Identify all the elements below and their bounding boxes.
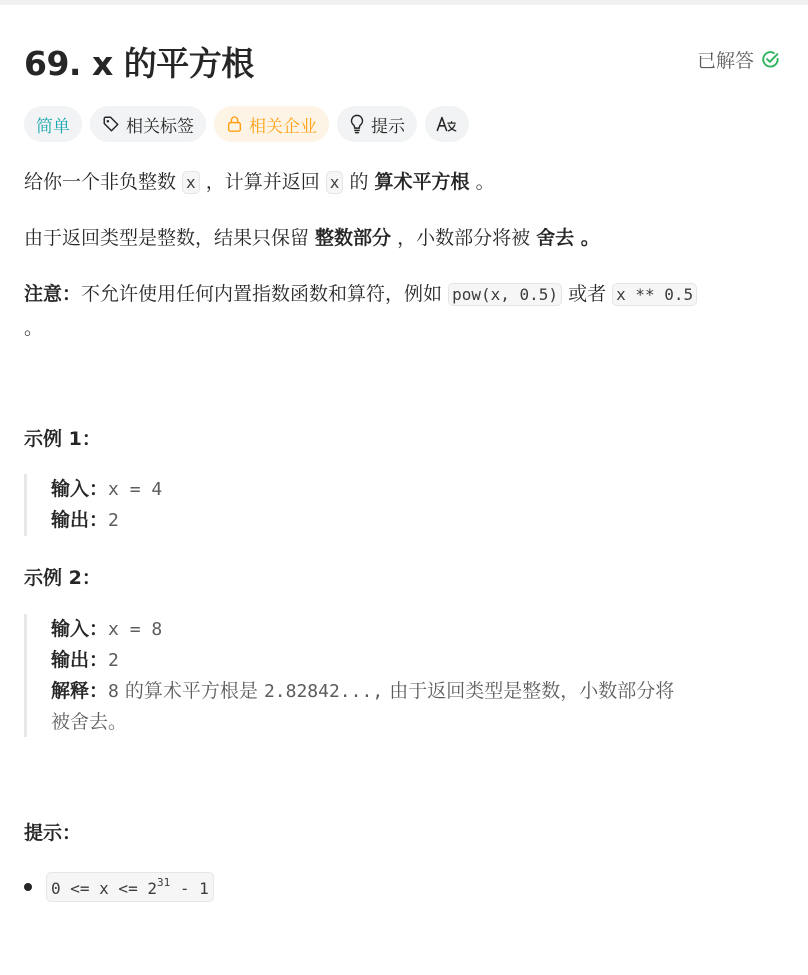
related-companies-button[interactable]	[214, 106, 329, 142]
desc-text: ，计算并返回	[199, 171, 326, 193]
desc-text: 不允许使用任何内置指数函数和算符，例如	[81, 283, 449, 305]
description-line-2	[24, 224, 600, 252]
input-label: 输入：	[51, 478, 109, 500]
example-2-input	[51, 614, 784, 645]
explanation-text: 的算术平方根是	[118, 680, 264, 702]
example-2-block	[24, 614, 784, 737]
note-label: 注意：	[24, 283, 82, 305]
desc-bold: 舍去 。	[536, 227, 600, 249]
desc-text: ，小数部分将被	[391, 227, 537, 249]
input-value: x = 8	[108, 619, 163, 640]
input-value: x = 4	[108, 479, 163, 500]
constraints-heading: 提示：	[24, 822, 82, 844]
constraint-text: 0 <= x <= 2	[51, 879, 157, 898]
output-label: 输出：	[51, 649, 109, 671]
title-row	[24, 38, 784, 82]
top-shadow	[0, 0, 808, 5]
output-value: 2	[108, 510, 119, 531]
description-note-end: 。	[24, 317, 44, 339]
inline-code: pow(x, 0.5)	[448, 283, 562, 306]
solved-status	[697, 46, 780, 73]
desc-text: 由于返回类型是整数，结果只保留	[24, 227, 316, 249]
desc-text: 或者	[562, 283, 613, 305]
example-2-explanation	[51, 676, 784, 707]
desc-bold: 算术平方根	[374, 171, 470, 193]
tag-bar	[24, 106, 469, 142]
example-1-input	[51, 474, 784, 505]
desc-text: 的	[343, 171, 375, 193]
check-circle-icon	[761, 50, 780, 69]
bullet-dot	[24, 883, 32, 891]
explanation-value: 8	[108, 681, 119, 702]
description-line-1	[24, 168, 495, 197]
description-note	[24, 280, 697, 309]
tag-icon	[102, 115, 120, 133]
example-2-explanation-cont	[51, 707, 784, 737]
related-tags-button[interactable]	[90, 106, 206, 142]
hint-button[interactable]	[337, 106, 417, 142]
constraint-text: - 1	[170, 879, 209, 898]
example-2-output	[51, 645, 784, 676]
inline-code: x ** 0.5	[612, 283, 697, 306]
solved-status-label: 已解答	[696, 50, 754, 72]
translate-button[interactable]	[425, 106, 469, 142]
example-1-output	[51, 505, 784, 536]
problem-title[interactable]: 69. x 的平方根	[24, 44, 254, 83]
inline-code: x	[182, 171, 200, 194]
example-2-heading: 示例 2：	[24, 567, 101, 589]
lightbulb-icon	[349, 114, 365, 134]
lock-icon	[226, 115, 243, 133]
related-tags-label: 相关标签	[126, 116, 194, 137]
example-1-block	[24, 474, 784, 536]
desc-bold: 整数部分	[315, 227, 392, 249]
hint-label: 提示	[371, 116, 405, 137]
explanation-value: 2.82842...,	[263, 681, 384, 702]
inline-code: x	[326, 171, 344, 194]
desc-text: 。	[469, 171, 495, 193]
explanation-label: 解释：	[51, 680, 109, 702]
translate-icon	[436, 114, 458, 134]
explanation-text: 被舍去。	[51, 711, 128, 733]
related-companies-label: 相关企业	[249, 116, 317, 137]
desc-text: 给你一个非负整数	[24, 171, 183, 193]
output-value: 2	[108, 650, 119, 671]
difficulty-badge[interactable]: 简单	[24, 106, 82, 142]
constraint-exponent: 31	[156, 876, 171, 889]
output-label: 输出：	[51, 509, 109, 531]
example-1-heading: 示例 1：	[24, 428, 101, 450]
constraint-item	[24, 872, 214, 902]
input-label: 输入：	[51, 618, 109, 640]
explanation-text: 由于返回类型是整数，小数部分将	[383, 680, 675, 702]
constraint-code	[46, 872, 214, 902]
